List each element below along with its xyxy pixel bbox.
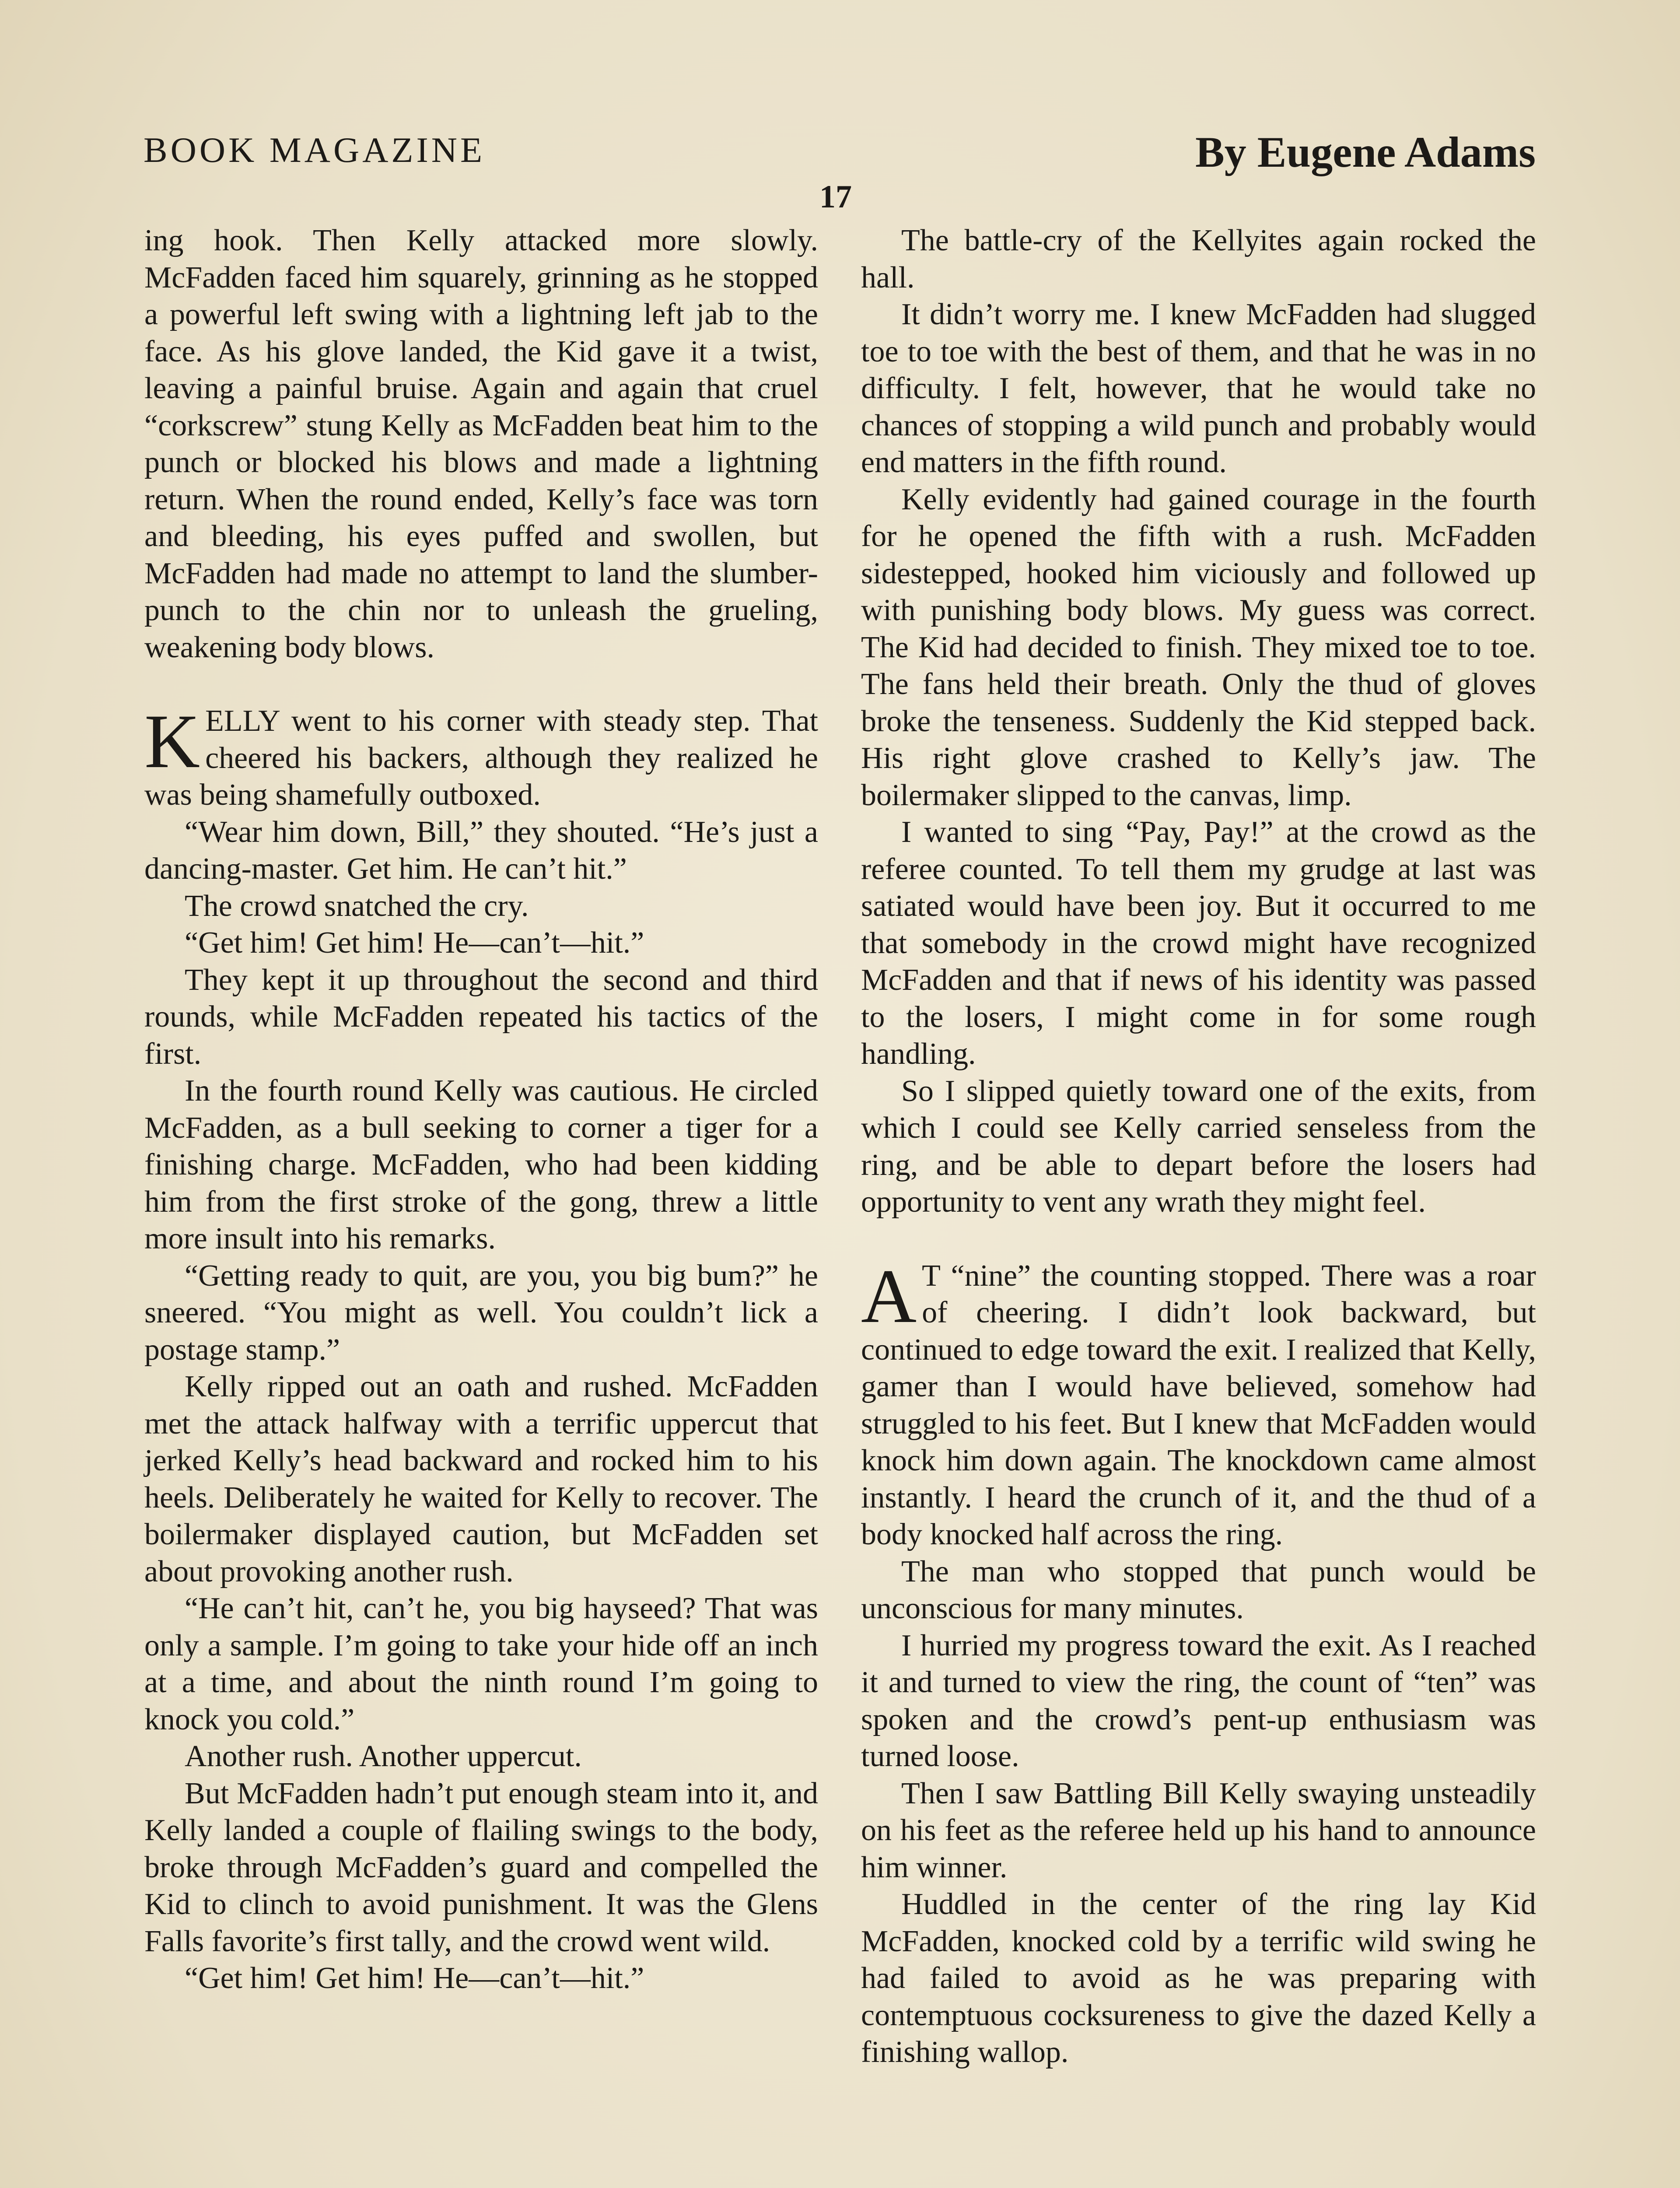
paragraph: Kelly ripped out an oath and rushed. McFadden met the attack halfway with a terrific uppercut that jerked Kelly’s head backward and rocked him to his heels. Deliberately he waited for Kelly to recover. The boilermaker displayed caution, but McFadden set about provoking another rush. [144, 1370, 818, 1588]
paragraph: “He can’t hit, can’t he, you big hayseed? That was only a sample. I’m going to take your hide off an inch at a time, and about the ninth round I’m going to knock you cold.” [144, 1592, 818, 1736]
paragraph-text: T “nine” the counting stopped. There was a roar of cheering. I didn’t look backward, but continued to edge toward the exit. I realized that Kelly, gamer than I would have believed, somehow had struggled to his feet. But I knew that McFadden would knock him down again. The knockdown came almost instantly. I heard the crunch of it, and the thud of a body knocked half across the ring. [861, 1259, 1536, 1551]
paragraph: “Getting ready to quit, are you, you big bum?” he sneered. “You might as well. You couldn’t lick a postage stamp.” [144, 1259, 818, 1367]
paragraph-text: ELLY went to his corner with steady step. That cheered his backers, although they realized he was being shamefully outboxed. [144, 704, 818, 812]
drop-cap: A [861, 1253, 917, 1339]
paragraph: ing hook. Then Kelly attacked more slowly. McFadden faced him squarely, grinning as he stopped a powerful left swing with a lightning left jab to the face. As his glove landed, the Kid gave it a twist, leaving a painful bruise. Again and again that cruel “corkscrew” stung Kelly as McFadden beat him to the punch or blocked his blows and made a lightning return. When the round ended, Kelly’s face was torn and bleeding, his eyes puffed and swollen, but McFadden had made no attempt to land the slumber-punch to the chin nor to unleash the grueling, weakening body blows. [144, 224, 818, 664]
paragraph: The battle-cry of the Kellyites again rocked the hall. [861, 224, 1536, 295]
left-column [144, 222, 818, 1997]
paragraph: In the fourth round Kelly was cautious. He circled McFadden, as a bull seeking to corner a tiger for a finishing charge. McFadden, who had been kidding him from the first stroke of the gong, threw a little more insult into his remarks. [144, 1074, 818, 1255]
paragraph: “Get him! Get him! He—can’t—hit.” [185, 1961, 644, 1995]
page-number: 17 [819, 179, 852, 215]
paragraph: I hurried my progress toward the exit. As I reached it and turned to view the ring, the count of “ten” was spoken and the crowd’s pent-up enthusiasm was turned loose. [861, 1628, 1536, 1773]
paragraph: It didn’t worry me. I knew McFadden had slugged toe to toe with the best of them, and that he was in no difficulty. I felt, however, that he would take no chances of stopping a wild punch and probably would end matters in the fifth round. [861, 298, 1536, 479]
right-column [861, 222, 1536, 2071]
section-start-paragraph [861, 1253, 1536, 1553]
paragraph: “Wear him down, Bill,” they shouted. “He’s just a dancing-master. Get him. He can’t hit.” [144, 815, 818, 886]
paragraph: So I slipped quietly toward one of the exits, from which I could see Kelly carried senseless from the ring, and be able to depart before the losers had opportunity to vent any wrath they might feel. [861, 1074, 1536, 1219]
paragraph: Then I saw Battling Bill Kelly swaying unsteadily on his feet as the referee held up his hand to announce him winner. [861, 1776, 1536, 1884]
magazine-title: BOOK MAGAZINE [144, 130, 486, 170]
paragraph: Another rush. Another uppercut. [185, 1739, 582, 1773]
paragraph: The man who stopped that punch would be unconscious for many minutes. [861, 1554, 1536, 1625]
byline: By Eugene Adams [1195, 128, 1536, 176]
paragraph: Huddled in the center of the ring lay Kid McFadden, knocked cold by a terrific wild swing he had failed to avoid as he was preparing with contemptuous cocksureness to give the dazed Kelly a finishing wallop. [861, 1887, 1536, 2069]
paragraph: They kept it up throughout the second and third rounds, while McFadden repeated his tactics of the first. [144, 963, 818, 1071]
drop-cap: K [144, 699, 200, 784]
paragraph: But McFadden hadn’t put enough steam into it, and Kelly landed a couple of flailing swings to the body, broke through McFadden’s guard and compelled the Kid to clinch to avoid punishment. It was the Glens Falls favorite’s first tally, and the crowd went wild. [144, 1776, 818, 1958]
paragraph: I wanted to sing “Pay, Pay!” at the crowd as the referee counted. To tell them my grudge at last was satiated would have been joy. But it occurred to me that somebody in the crowd might have recognized McFadden and that if news of his identity was passed to the losers, I might come in for some rough handling. [861, 815, 1536, 1071]
paragraph: “Get him! Get him! He—can’t—hit.” [185, 926, 644, 960]
section-start-paragraph [144, 699, 818, 814]
paragraph: The crowd snatched the cry. [185, 889, 529, 923]
paragraph: Kelly evidently had gained courage in the fourth for he opened the fifth with a rush. McFadden sidestepped, hooked him viciously and followed up with punishing body blows. My guess was correct. The Kid had decided to finish. They mixed toe to toe. The fans held their breath. Only the thud of gloves broke the tenseness. Suddenly the Kid stepped back. His right glove crashed to Kelly’s jaw. The boilermaker slipped to the canvas, limp. [861, 482, 1536, 812]
